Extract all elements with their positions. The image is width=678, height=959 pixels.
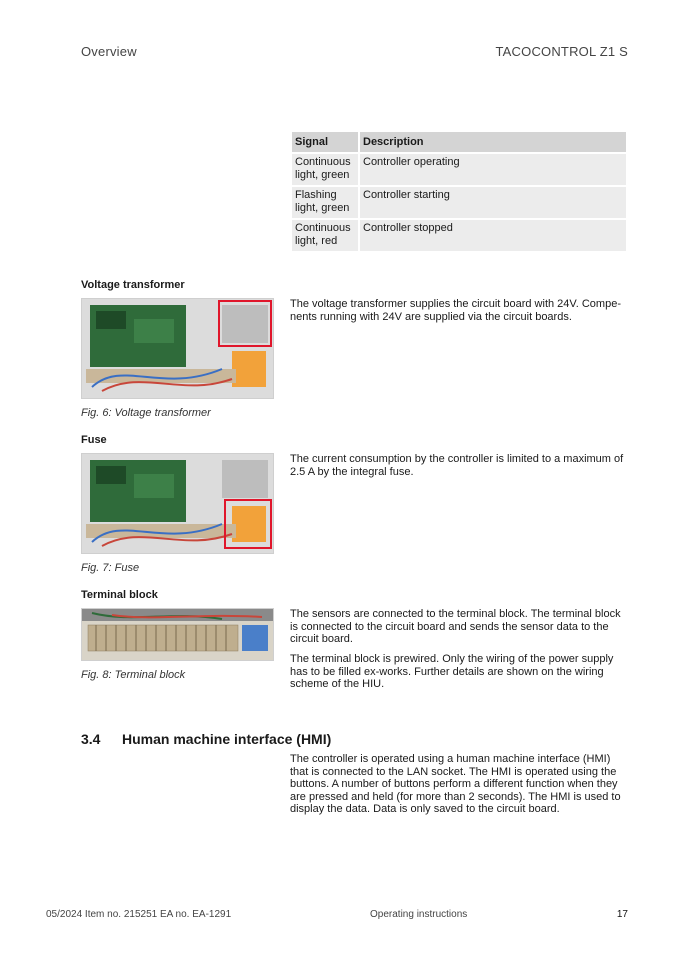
terminal-block-text-1: The sensors are connected to the terminal block. The terminal block is connected to the circuit board and sends the sensor data to the circuit board. <box>290 608 621 645</box>
table-cell-description: Controller stopped <box>360 220 626 251</box>
table-cell-description: Controller operating <box>360 154 626 185</box>
page-number: 17 <box>616 909 628 920</box>
terminal-block-caption: Fig. 8: Terminal block <box>81 669 186 681</box>
footer-document-type: Operating instructions <box>370 909 468 920</box>
header-section-title: Overview <box>81 44 137 59</box>
fuse-caption: Fig. 7: Fuse <box>81 562 140 574</box>
fuse-heading: Fuse <box>81 434 107 446</box>
table-row <box>292 187 626 218</box>
table-cell-description: Controller starting <box>360 187 626 218</box>
footer-item-number: 05/2024 Item no. 215251 EA no. EA-1291 <box>46 909 232 920</box>
table-cell-signal: Flashing light, green <box>292 187 358 218</box>
section-title: Human machine interface (HMI) <box>122 731 332 747</box>
table-header-row <box>292 132 626 152</box>
table-row <box>292 154 626 185</box>
table-header-description: Description <box>360 132 626 152</box>
table-header-signal: Signal <box>292 132 358 152</box>
section-text: The controller is operated using a human machine interface (HMI) that is connected to the LAN socket. The HMI is operated using the buttons. A number of buttons perform a different function when they are pressed and held (for more than 2 seconds). The HMI is used to display the data. Data is only saved to the circuit board. <box>290 753 621 815</box>
terminal-block-photo <box>81 608 274 661</box>
table-cell-signal: Continuous light, red <box>292 220 358 251</box>
voltage-transformer-heading: Voltage transformer <box>81 279 185 291</box>
table-row <box>292 220 626 251</box>
table-cell-signal: Continuous light, green <box>292 154 358 185</box>
fuse-photo <box>81 453 274 554</box>
signal-table <box>290 130 628 253</box>
header-product-name: TACOCONTROL Z1 S <box>495 44 628 59</box>
voltage-transformer-text: The voltage transformer supplies the circuit board with 24V. Compe-nents running with 24V are supplied via the circuit boards. <box>290 298 621 323</box>
terminal-block-heading: Terminal block <box>81 589 158 601</box>
voltage-transformer-photo <box>81 298 274 399</box>
terminal-block-text-2: The terminal block is prewired. Only the wiring of the power supply has to be filled ex-works. Further details are shown on the wiring scheme of the HIU. <box>290 653 614 690</box>
fuse-text: The current consumption by the controller is limited to a maximum of 2.5 A by the integral fuse. <box>290 453 624 478</box>
section-number: 3.4 <box>81 731 101 747</box>
voltage-transformer-caption: Fig. 6: Voltage transformer <box>81 407 211 419</box>
